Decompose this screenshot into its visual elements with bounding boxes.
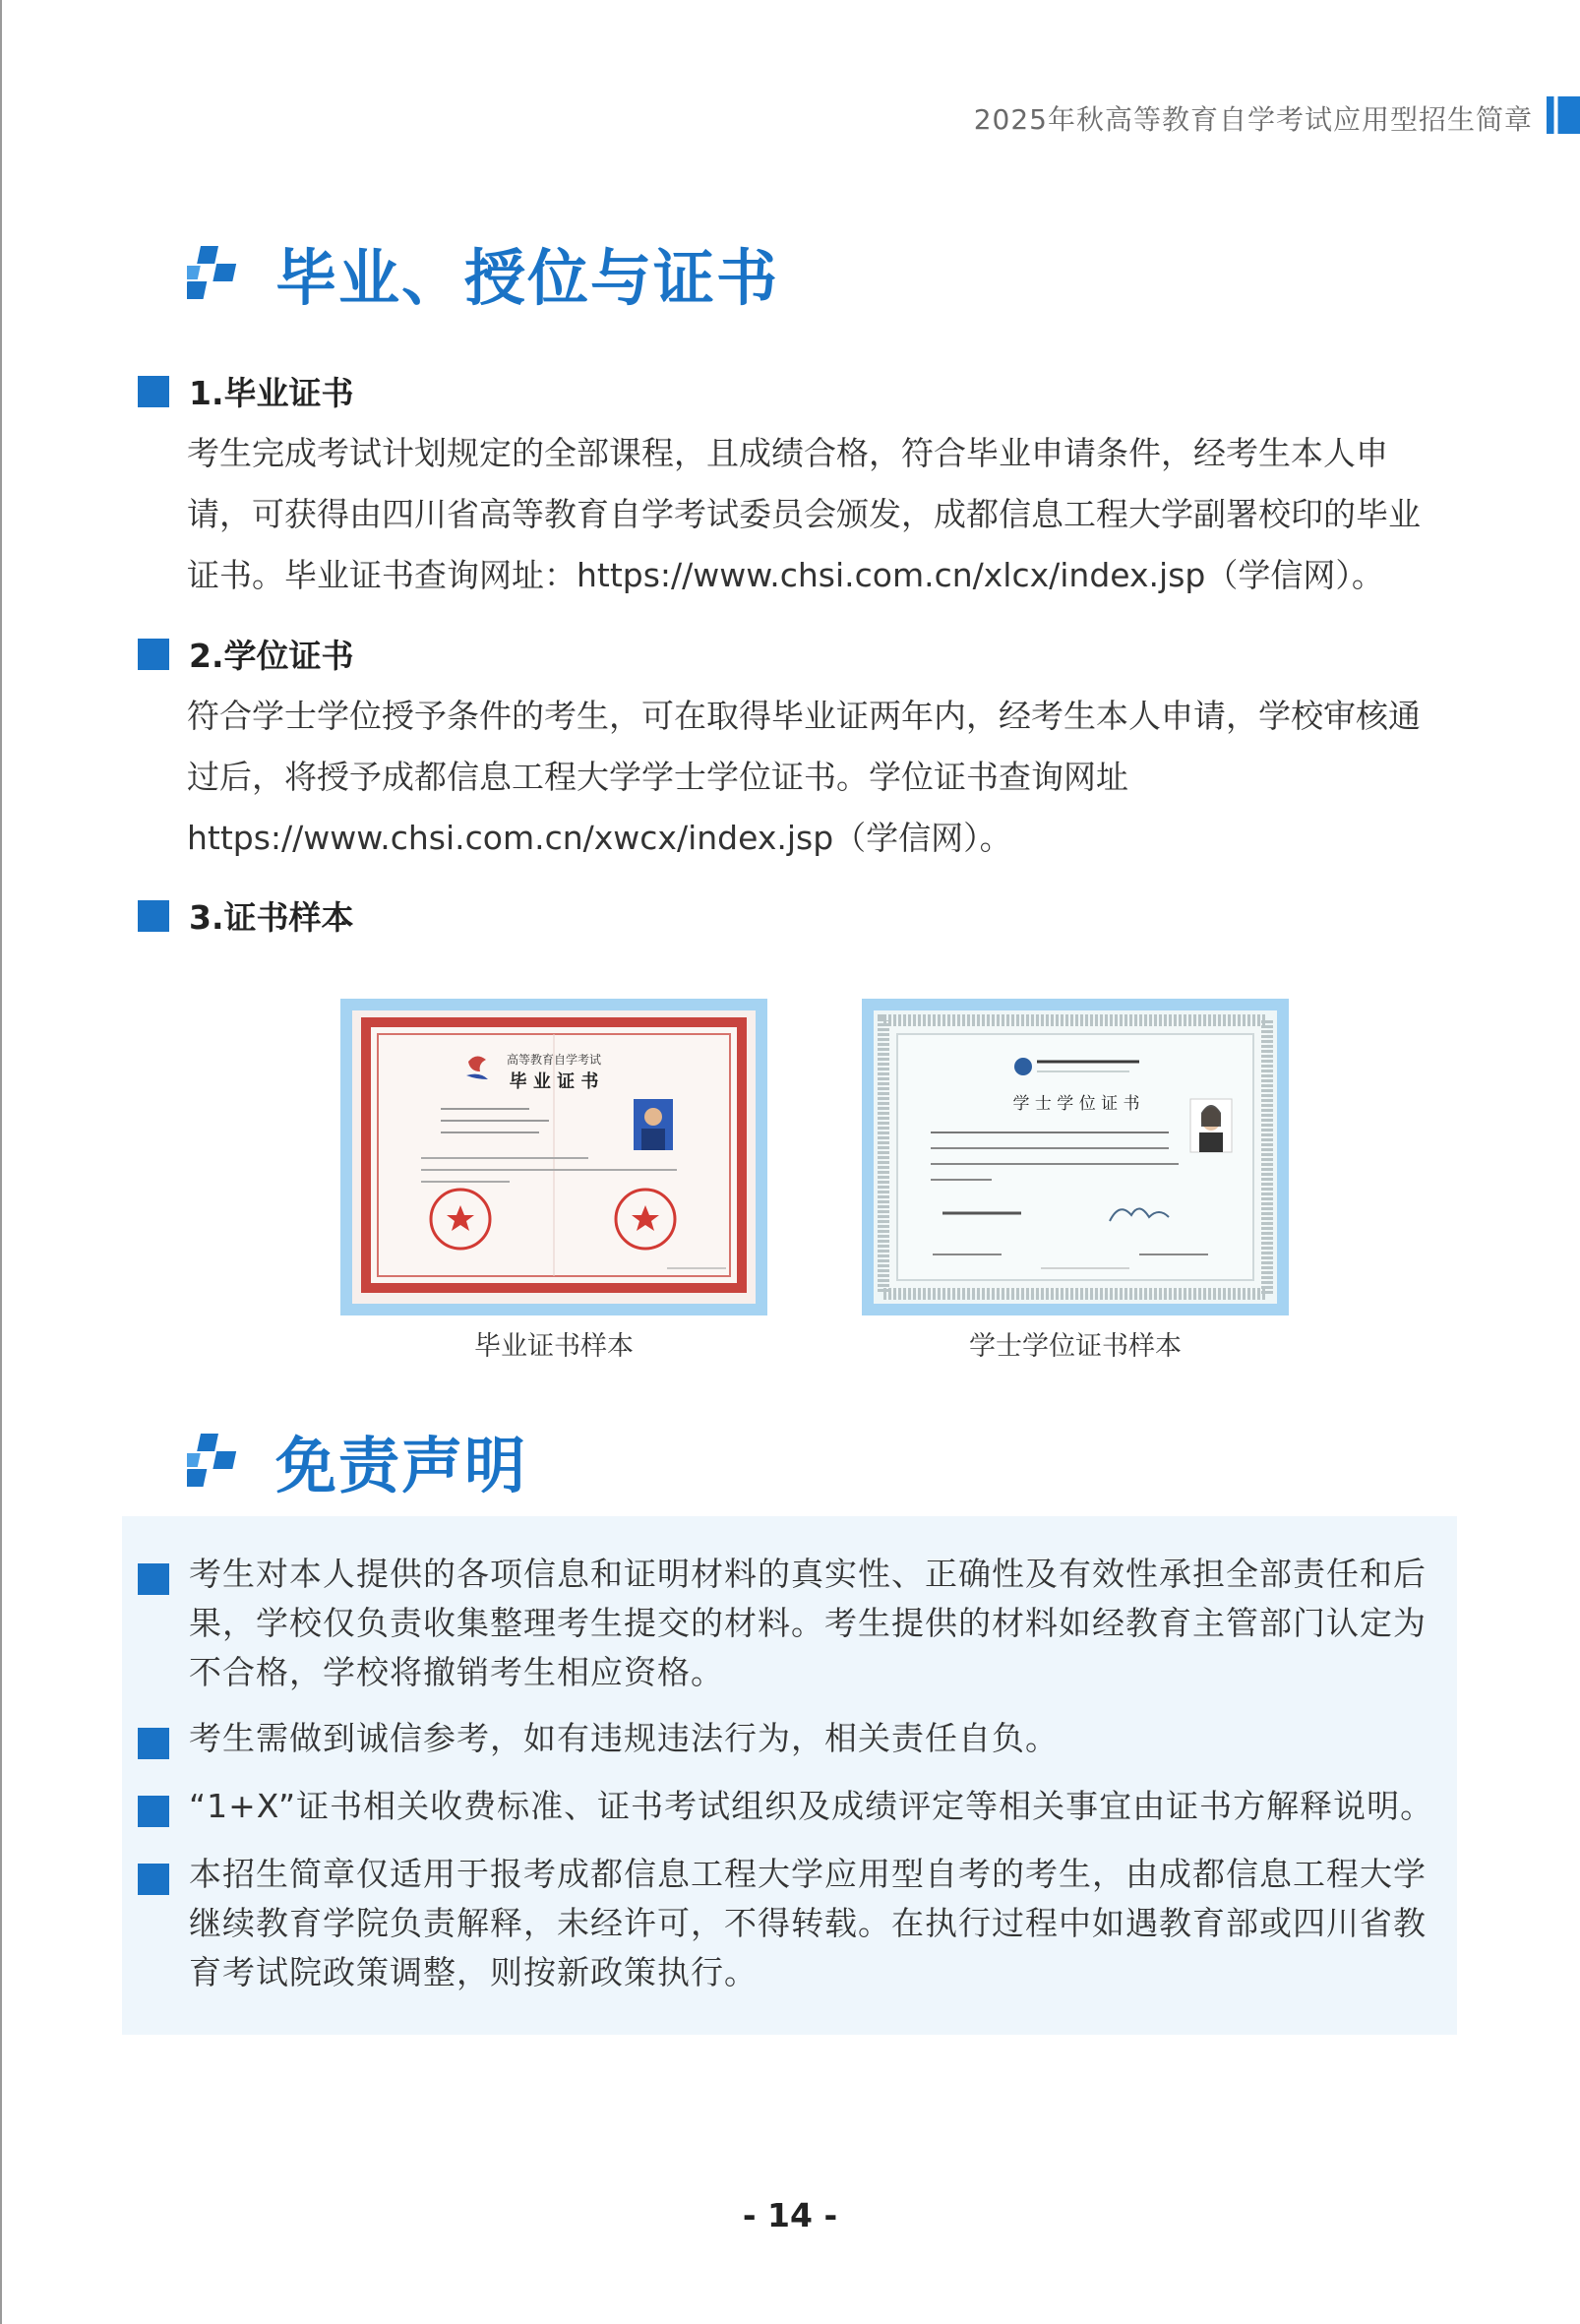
section-title-graduation — [187, 229, 779, 317]
square-bullet-icon — [138, 1864, 169, 1895]
graduation-paragraph: 考生完成考试计划规定的全部课程，且成绩合格，符合毕业申请条件，经考生本人申请，可获得由四川省高等教育自学考试委员会颁发，成都信息工程大学副署校印的毕业证书。毕业证书查询网址：https://www.chsi.com.cn/xlcx/index.jsp（学信网）。 — [187, 434, 1421, 594]
graduation-certificate-image — [340, 999, 767, 1315]
disclaimer-text: 考生对本人提供的各项信息和证明材料的真实性、正确性及有效性承担全部责任和后果，学校仅负责收集整理考生提交的材料。考生提供的材料如经教育主管部门认定为不合格，学校将撤销考生相应资格。 — [189, 1555, 1427, 1691]
section-title-text: 毕业、授位与证书 — [275, 242, 780, 314]
page-number: - 14 - — [742, 2196, 838, 2234]
square-bullet-icon — [138, 1563, 169, 1595]
running-header: 2025年秋高等教育自学考试应用型招生简章 — [973, 103, 1533, 136]
subheading-text: 1.毕业证书 — [189, 374, 354, 412]
cert-title-text: 毕 业 证 书 — [509, 1071, 599, 1092]
header-accent-bar — [1547, 96, 1580, 134]
disclaimer-item — [138, 1714, 1436, 1763]
disclaimer-item — [138, 1782, 1436, 1831]
degree-certificate-image — [862, 999, 1289, 1315]
disclaimer-item — [138, 1550, 1436, 1697]
disclaimer-text: 本招生简章仅适用于报考成都信息工程大学应用型自考的考生，由成都信息工程大学继续教育学院负责解释，未经许可，不得转载。在执行过程中如遇教育部或四川省教育考试院政策调整，则按新政策执行。 — [189, 1855, 1427, 1991]
section-arrow-icon — [187, 1434, 242, 1489]
section-title-text: 免责声明 — [275, 1430, 528, 1501]
square-bullet-icon — [138, 1728, 169, 1759]
square-bullet-icon — [138, 1796, 169, 1827]
cert-title-text: 学 士 学 位 证 书 — [1012, 1094, 1140, 1114]
degree-certificate-graphic — [874, 1010, 1277, 1304]
subheading-graduation — [138, 368, 354, 414]
disclaimer-text: 考生需做到诚信参考，如有违规违法行为，相关责任自负。 — [189, 1719, 1059, 1757]
disclaimer-text: “1+X”证书相关收费标准、证书考试组织及成绩评定等相关事宜由证书方解释说明。 — [189, 1787, 1434, 1825]
square-bullet-icon — [138, 900, 169, 932]
section-title-disclaimer — [187, 1417, 527, 1504]
subheading-degree — [138, 631, 354, 677]
graduation-sample-caption: 毕业证书样本 — [474, 1331, 634, 1362]
cert-org-text: 高等教育自学考试 — [506, 1053, 602, 1067]
disclaimer-item — [138, 1850, 1436, 1997]
subheading-samples — [138, 892, 354, 939]
subheading-text: 3.证书样本 — [189, 898, 354, 937]
degree-sample-caption: 学士学位证书样本 — [969, 1331, 1182, 1362]
subheading-text: 2.学位证书 — [189, 637, 354, 675]
square-bullet-icon — [138, 639, 169, 670]
section-arrow-icon — [187, 246, 242, 301]
square-bullet-icon — [138, 376, 169, 407]
graduation-certificate-graphic — [352, 1010, 756, 1304]
degree-paragraph: 符合学士学位授予条件的考生，可在取得毕业证两年内，经考生本人申请，学校审核通过后，将授予成都信息工程大学学士学位证书。学位证书查询网址https://www.chsi.com.cn/xwcx/index.jsp（学信网）。 — [187, 697, 1421, 857]
page-edge-rule — [0, 0, 2, 2324]
